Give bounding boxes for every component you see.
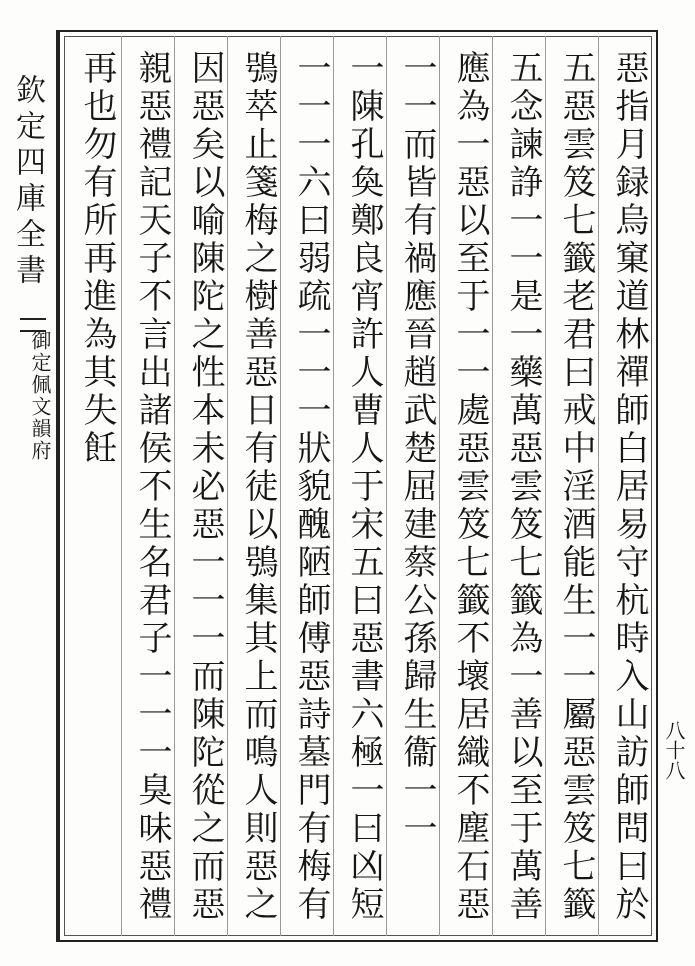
text-column-5: 一一而皆有禍應晉趙武楚屈建蔡公孫歸生衞一一: [397, 50, 437, 848]
text-column-1: 惡指月録烏窠道林禪師白居易守杭時入山訪師問曰於: [609, 50, 649, 924]
text-column-8: 鴞萃止箋梅之樹善惡日有徒以鴞集其上而鳴人則惡之: [238, 50, 278, 924]
text-column-6: 一陳孔奐鄭良宵許人曹人于宋五曰惡書六極一曰凶短: [344, 50, 384, 924]
edge-subtitle: 御定佩文韻府: [28, 330, 52, 462]
text-column-2: 五惡雲笈七籤老君曰戒中淫酒能生一一屬惡雲笈七籤: [556, 50, 596, 924]
text-column-4: 應為一惡以至于一一處惡雲笈七籤不壞居織不塵石惡: [450, 50, 490, 924]
page-margin-strip: [0, 30, 58, 942]
text-column-9: 因惡矣以喻陳陀之性本未必惡一一一而陳陀從之而惡: [185, 50, 225, 924]
text-column-11: 再也勿有所再進為其失飪: [77, 50, 117, 468]
text-column-10: 親惡禮記天子不言出諸侯不生名君子一一一臭味惡禮: [132, 50, 172, 924]
edge-title: 欽定四庫全書: [10, 74, 45, 290]
text-column-7: 一一一六曰弱疏一一一狀貌醜陋師傅惡詩墓門有梅有: [291, 50, 331, 924]
text-column-3: 五念諫諍一一是一藥萬惡雲笈七籤為一善以至于萬善: [503, 50, 543, 924]
page-number: 八十八: [662, 720, 686, 780]
